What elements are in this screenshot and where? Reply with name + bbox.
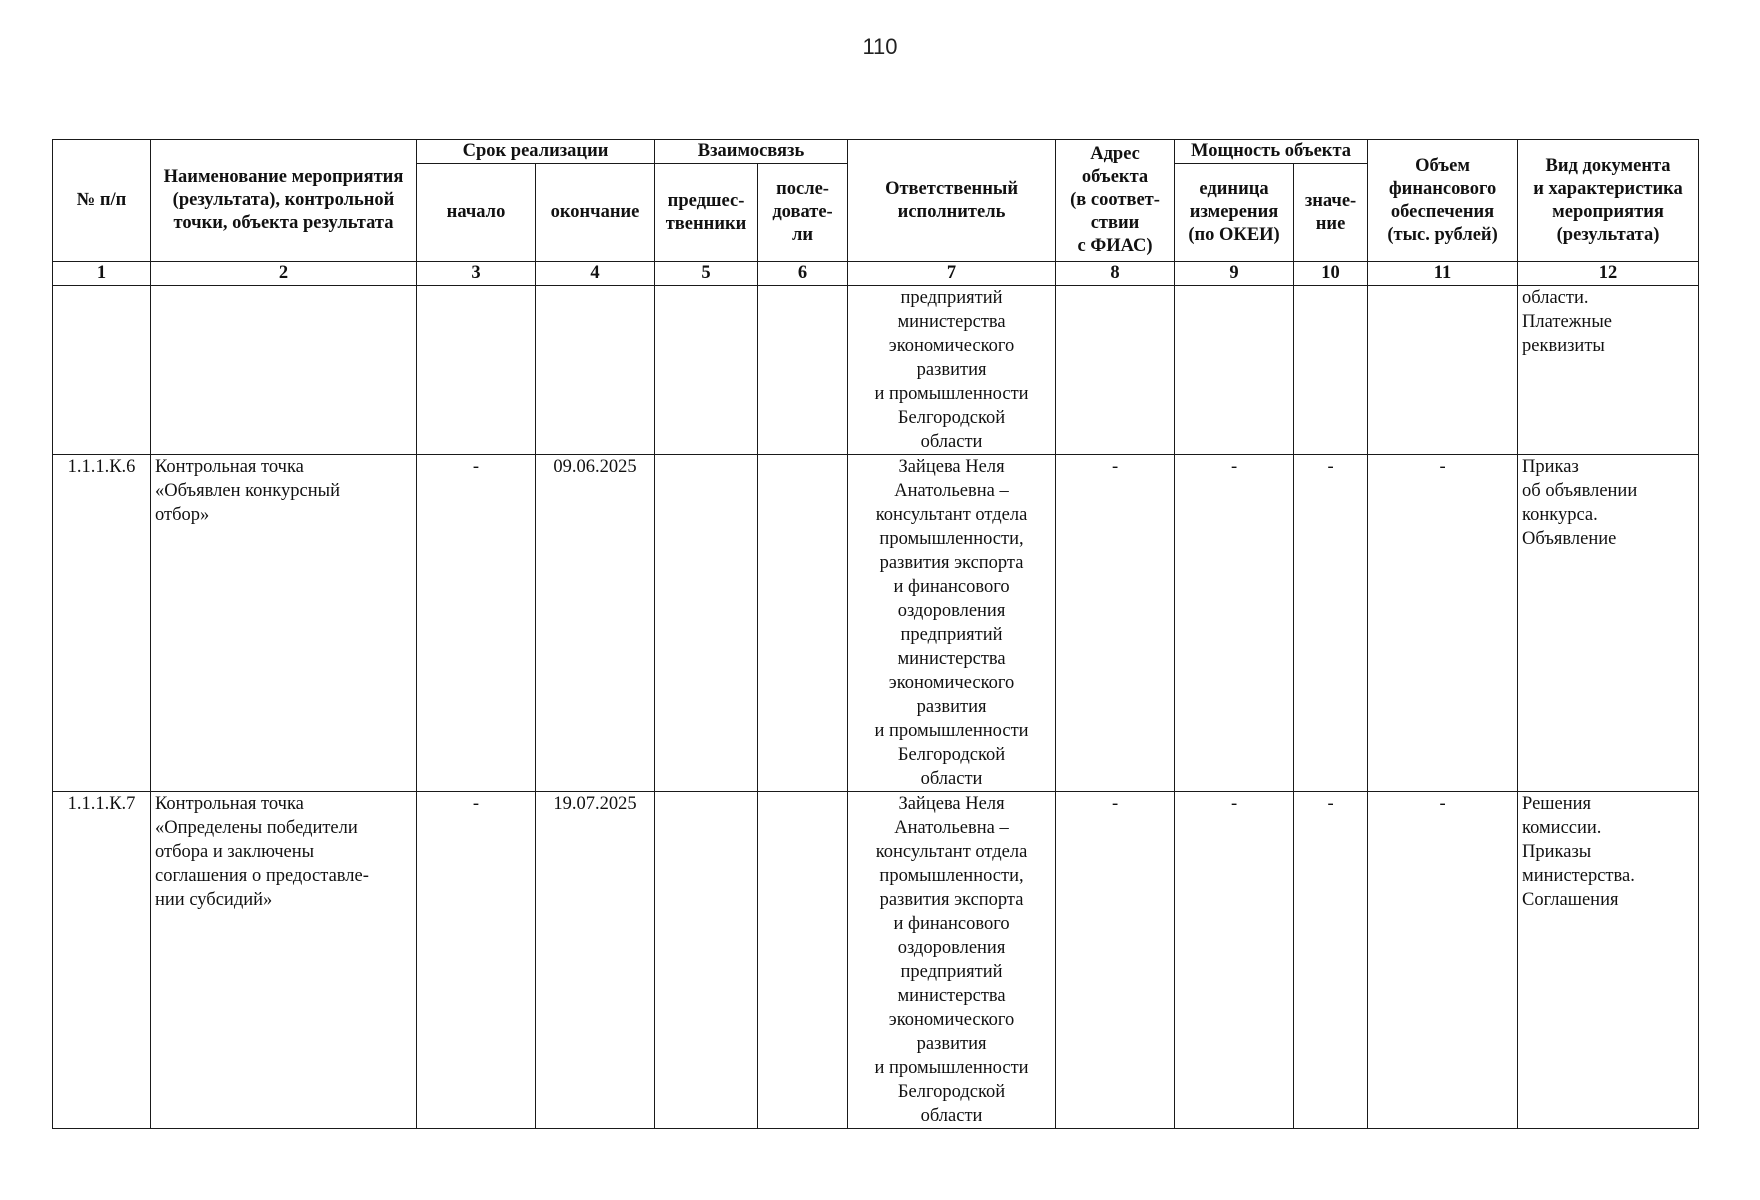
row-end — [536, 286, 655, 455]
row-pred — [655, 792, 758, 1129]
column-numbers-row — [53, 262, 1699, 286]
page-number: 110 — [862, 34, 898, 59]
table-row — [53, 792, 1699, 1129]
row-address: - — [1056, 455, 1175, 792]
row-num: 1.1.1.К.7 — [53, 792, 151, 1129]
row-value: - — [1294, 455, 1368, 792]
row-responsible: Зайцева Неля Анатольевна – консультант отдела промышленности, развития экспорта и финансового оздоровления предприятий министерства экономического развития и промышленности Белгородской области — [848, 792, 1056, 1129]
header-doc: Вид документа и характеристика мероприятия (результата) — [1518, 140, 1699, 262]
header-term-end: окончание — [536, 164, 655, 262]
row-unit: - — [1175, 792, 1294, 1129]
table-row — [53, 286, 1699, 455]
row-finance: - — [1368, 455, 1518, 792]
row-responsible: Зайцева Неля Анатольевна – консультант отдела промышленности, развития экспорта и финансового оздоровления предприятий министерства экономического развития и промышленности Белгородской области — [848, 455, 1056, 792]
header-capacity-value: значе- ние — [1294, 164, 1368, 262]
row-value — [1294, 286, 1368, 455]
column-number: 11 — [1368, 262, 1518, 286]
row-unit: - — [1175, 455, 1294, 792]
row-doc: Решения комиссии. Приказы министерства. Соглашения — [1518, 792, 1699, 1129]
header-name: Наименование мероприятия (результата), контрольной точки, объекта результата — [151, 140, 417, 262]
row-finance: - — [1368, 792, 1518, 1129]
row-end: 09.06.2025 — [536, 455, 655, 792]
table-row — [53, 455, 1699, 792]
header-responsible: Ответственный исполнитель — [848, 140, 1056, 262]
column-number: 12 — [1518, 262, 1699, 286]
row-start: - — [417, 792, 536, 1129]
row-num: 1.1.1.К.6 — [53, 455, 151, 792]
header-capacity: Мощность объекта — [1175, 140, 1368, 164]
row-pred — [655, 455, 758, 792]
row-name: Контрольная точка «Определены победители отбора и заключены соглашения о предоставле- нии субсидий» — [151, 792, 417, 1129]
row-name: Контрольная точка «Объявлен конкурсный отбор» — [151, 455, 417, 792]
header-address: Адрес объекта (в соответ- ствии с ФИАС) — [1056, 140, 1175, 262]
header-link: Взаимосвязь — [655, 140, 848, 164]
row-succ — [758, 792, 848, 1129]
row-name — [151, 286, 417, 455]
header-capacity-unit: единица измерения (по ОКЕИ) — [1175, 164, 1294, 262]
row-doc: области. Платежные реквизиты — [1518, 286, 1699, 455]
row-address: - — [1056, 792, 1175, 1129]
header-link-succ: после- довате- ли — [758, 164, 848, 262]
row-start: - — [417, 455, 536, 792]
header-finance: Объем финансового обеспечения (тыс. рублей) — [1368, 140, 1518, 262]
column-number: 10 — [1294, 262, 1368, 286]
table-body — [53, 286, 1699, 1129]
column-number: 9 — [1175, 262, 1294, 286]
row-end: 19.07.2025 — [536, 792, 655, 1129]
column-number: 8 — [1056, 262, 1175, 286]
row-num — [53, 286, 151, 455]
row-pred — [655, 286, 758, 455]
column-number: 1 — [53, 262, 151, 286]
row-succ — [758, 455, 848, 792]
row-address — [1056, 286, 1175, 455]
header-term: Срок реализации — [417, 140, 655, 164]
row-doc: Приказ об объявлении конкурса. Объявление — [1518, 455, 1699, 792]
implementation-plan-table — [52, 139, 1699, 1129]
table-header — [53, 140, 1699, 286]
column-number: 3 — [417, 262, 536, 286]
column-number: 4 — [536, 262, 655, 286]
row-start — [417, 286, 536, 455]
row-succ — [758, 286, 848, 455]
row-value: - — [1294, 792, 1368, 1129]
column-number: 7 — [848, 262, 1056, 286]
header-link-pred: предшес- твенники — [655, 164, 758, 262]
column-number: 5 — [655, 262, 758, 286]
row-responsible: предприятий министерства экономического развития и промышленности Белгородской области — [848, 286, 1056, 455]
row-unit — [1175, 286, 1294, 455]
row-finance — [1368, 286, 1518, 455]
column-number: 2 — [151, 262, 417, 286]
header-term-start: начало — [417, 164, 536, 262]
column-number: 6 — [758, 262, 848, 286]
header-num: № п/п — [53, 140, 151, 262]
